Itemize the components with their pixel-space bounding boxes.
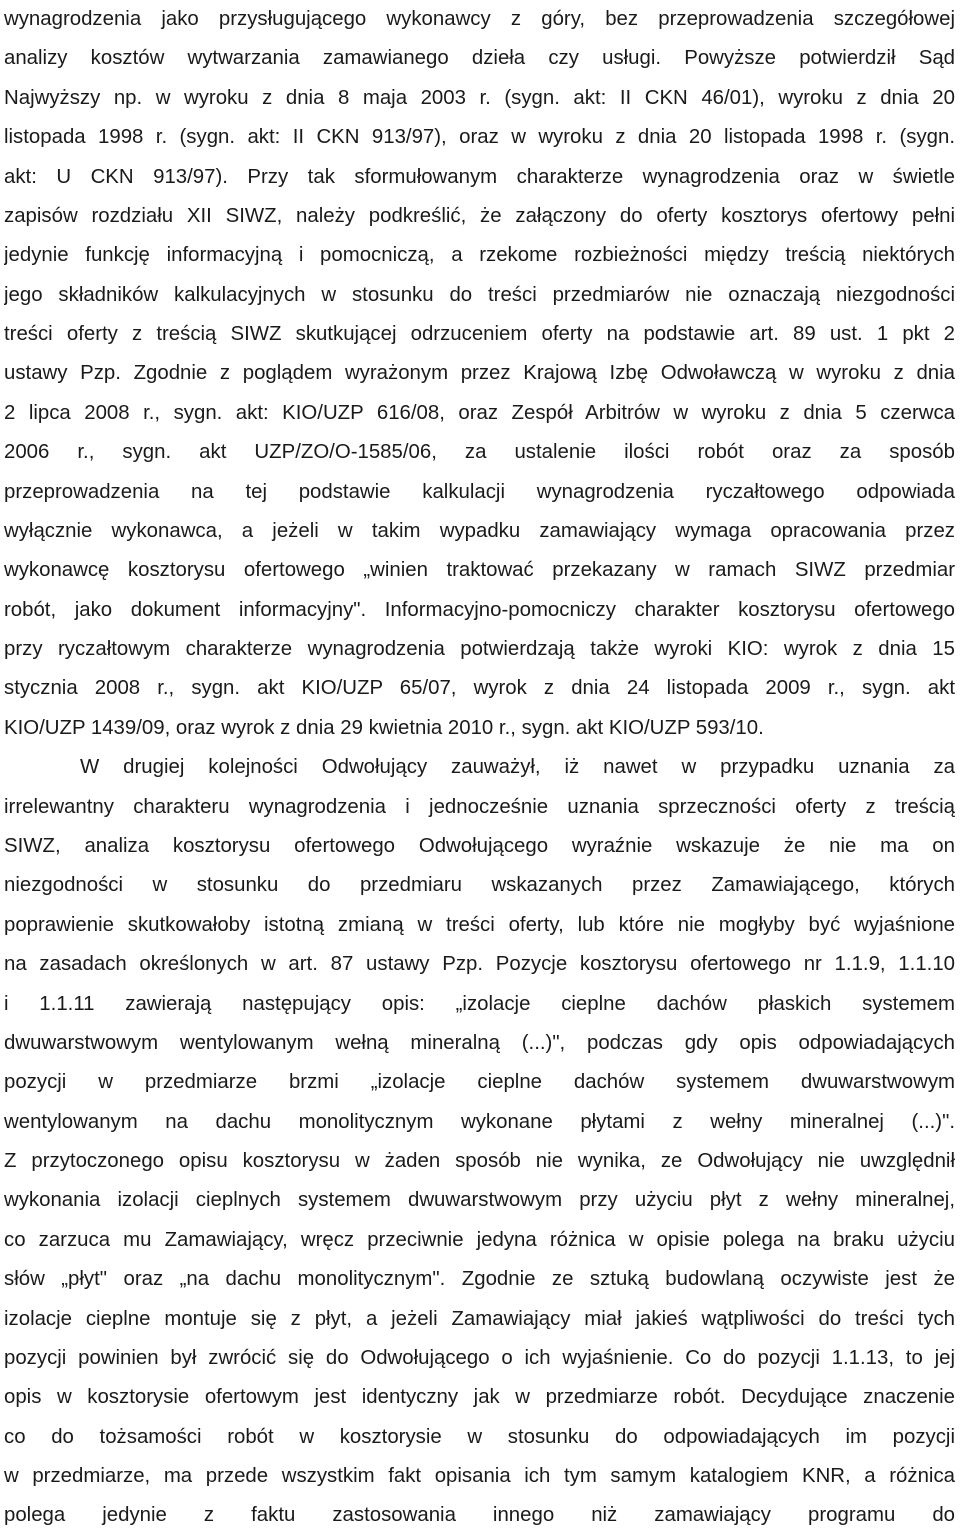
text-line: poprawienie skutkowałoby istotną zmianą w treści oferty, lub które nie mogłyby być wyjaśnione: [4, 913, 955, 936]
text-line: treści oferty z treścią SIWZ skutkującej odrzuceniem oferty na podstawie art. 89 ust. 1 pkt 2: [4, 323, 955, 346]
text-line: przeprowadzenia na tej podstawie kalkulacji wynagrodzenia ryczałtowego odpowiada: [4, 480, 955, 503]
text-line: i 1.1.11 zawierają następujący opis: „izolacje cieplne dachów płaskich systemem: [4, 992, 955, 1015]
text-line: zapisów rozdziału XII SIWZ, należy podkreślić, że załączony do oferty kosztorys ofertowy pełni: [4, 204, 955, 227]
text-line: jego składników kalkulacyjnych w stosunku do treści przedmiarów nie oznaczają niezgodności: [4, 283, 955, 306]
text-line: robót, jako dokument informacyjny". Informacyjno-pomocniczy charakter kosztorysu ofertowego: [4, 598, 955, 621]
text-line: KIO/UZP 1439/09, oraz wyrok z dnia 29 kwietnia 2010 r., sygn. akt KIO/UZP 593/10.: [4, 716, 764, 739]
text-line: w przedmiarze, ma przede wszystkim fakt opisania ich tym samym katalogiem KNR, a różnica: [4, 1465, 955, 1488]
text-line: akt: U CKN 913/97). Przy tak sformułowanym charakterze wynagrodzenia oraz w świetle: [4, 165, 955, 188]
text-line: Najwyższy np. w wyroku z dnia 8 maja 2003 r. (sygn. akt: II CKN 46/01), wyroku z dnia 20: [4, 86, 955, 109]
text-line: wykonawcę kosztorysu ofertowego „winien traktować przekazany w ramach SIWZ przedmiar: [4, 559, 955, 582]
text-line: wyłącznie wykonawca, a jeżeli w takim wypadku zamawiający wymaga opracowania przez: [4, 519, 955, 542]
text-line: 2006 r., sygn. akt UZP/ZO/O-1585/06, za ustalenie ilości robót oraz za sposób: [4, 441, 955, 464]
paragraph-first-line: W drugiej kolejności Odwołujący zauważył, iż nawet w przypadku uznania za: [80, 756, 955, 779]
text-line: listopada 1998 r. (sygn. akt: II CKN 913/97), oraz w wyroku z dnia 20 listopada 1998 r. (sygn.: [4, 126, 955, 149]
text-line: pozycji w przedmiarze brzmi „izolacje cieplne dachów systemem dwuwarstwowym: [4, 1071, 955, 1094]
text-line: ustawy Pzp. Zgodnie z poglądem wyrażonym przez Krajową Izbę Odwoławczą w wyroku z dnia: [4, 362, 955, 385]
text-line: niezgodności w stosunku do przedmiaru wskazanych przez Zamawiającego, których: [4, 874, 955, 897]
text-line: Z przytoczonego opisu kosztorysu w żaden sposób nie wynika, ze Odwołujący nie uwzględnił: [4, 1150, 955, 1173]
text-line: SIWZ, analiza kosztorysu ofertowego Odwołującego wyraźnie wskazuje że nie ma on: [4, 834, 955, 857]
text-line: przy ryczałtowym charakterze wynagrodzenia potwierdzają także wyroki KIO: wyrok z dnia 15: [4, 638, 955, 661]
text-line: polega jedynie z faktu zastosowania innego niż zamawiający programu do: [4, 1504, 955, 1527]
text-line: co zarzuca mu Zamawiający, wręcz przeciwnie jedyna różnica w opisie polega na braku użyciu: [4, 1228, 955, 1251]
text-line: słów „płyt" oraz „na dachu monolitycznym". Zgodnie ze sztuką budowlaną oczywiste jest że: [4, 1268, 955, 1291]
text-line: analizy kosztów wytwarzania zamawianego dzieła czy usługi. Powyższe potwierdził Sąd: [4, 47, 955, 70]
text-line: 2 lipca 2008 r., sygn. akt: KIO/UZP 616/08, oraz Zespół Arbitrów w wyroku z dnia 5 czerwca: [4, 401, 955, 424]
text-line: wentylowanym na dachu monolitycznym wykonane płytami z wełny mineralnej (...)".: [4, 1110, 955, 1133]
text-line: dwuwarstwowym wentylowanym wełną mineralną (...)", podczas gdy opis odpowiadających: [4, 1031, 955, 1054]
text-line: jedynie funkcję informacyjną i pomocniczą, a rzekome rozbieżności między treścią niektórych: [4, 244, 955, 267]
text-line: izolacje cieplne montuje się z płyt, a jeżeli Zamawiający miał jakieś wątpliwości do treści tych: [4, 1307, 955, 1330]
text-line: co do tożsamości robót w kosztorysie w stosunku do odpowiadających im pozycji: [4, 1425, 955, 1448]
text-line: stycznia 2008 r., sygn. akt KIO/UZP 65/07, wyrok z dnia 24 listopada 2009 r., sygn. akt: [4, 677, 955, 700]
text-line: wykonania izolacji cieplnych systemem dwuwarstwowym przy użyciu płyt z wełny mineralnej,: [4, 1189, 955, 1212]
text-line: irrelewantny charakteru wynagrodzenia i jednocześnie uznania sprzeczności oferty z treścią: [4, 795, 955, 818]
text-line: na zasadach określonych w art. 87 ustawy Pzp. Pozycje kosztorysu ofertowego nr 1.1.9, 1.1.10: [4, 953, 955, 976]
text-line: opis w kosztorysie ofertowym jest identyczny jak w przedmiarze robót. Decydujące znaczenie: [4, 1386, 955, 1409]
text-line: pozycji powinien był zwrócić się do Odwołującego o ich wyjaśnienie. Co do pozycji 1.1.13, to jej: [4, 1346, 955, 1369]
text-line: wynagrodzenia jako przysługującego wykonawcy z góry, bez przeprowadzenia szczegółowej: [4, 8, 955, 30]
